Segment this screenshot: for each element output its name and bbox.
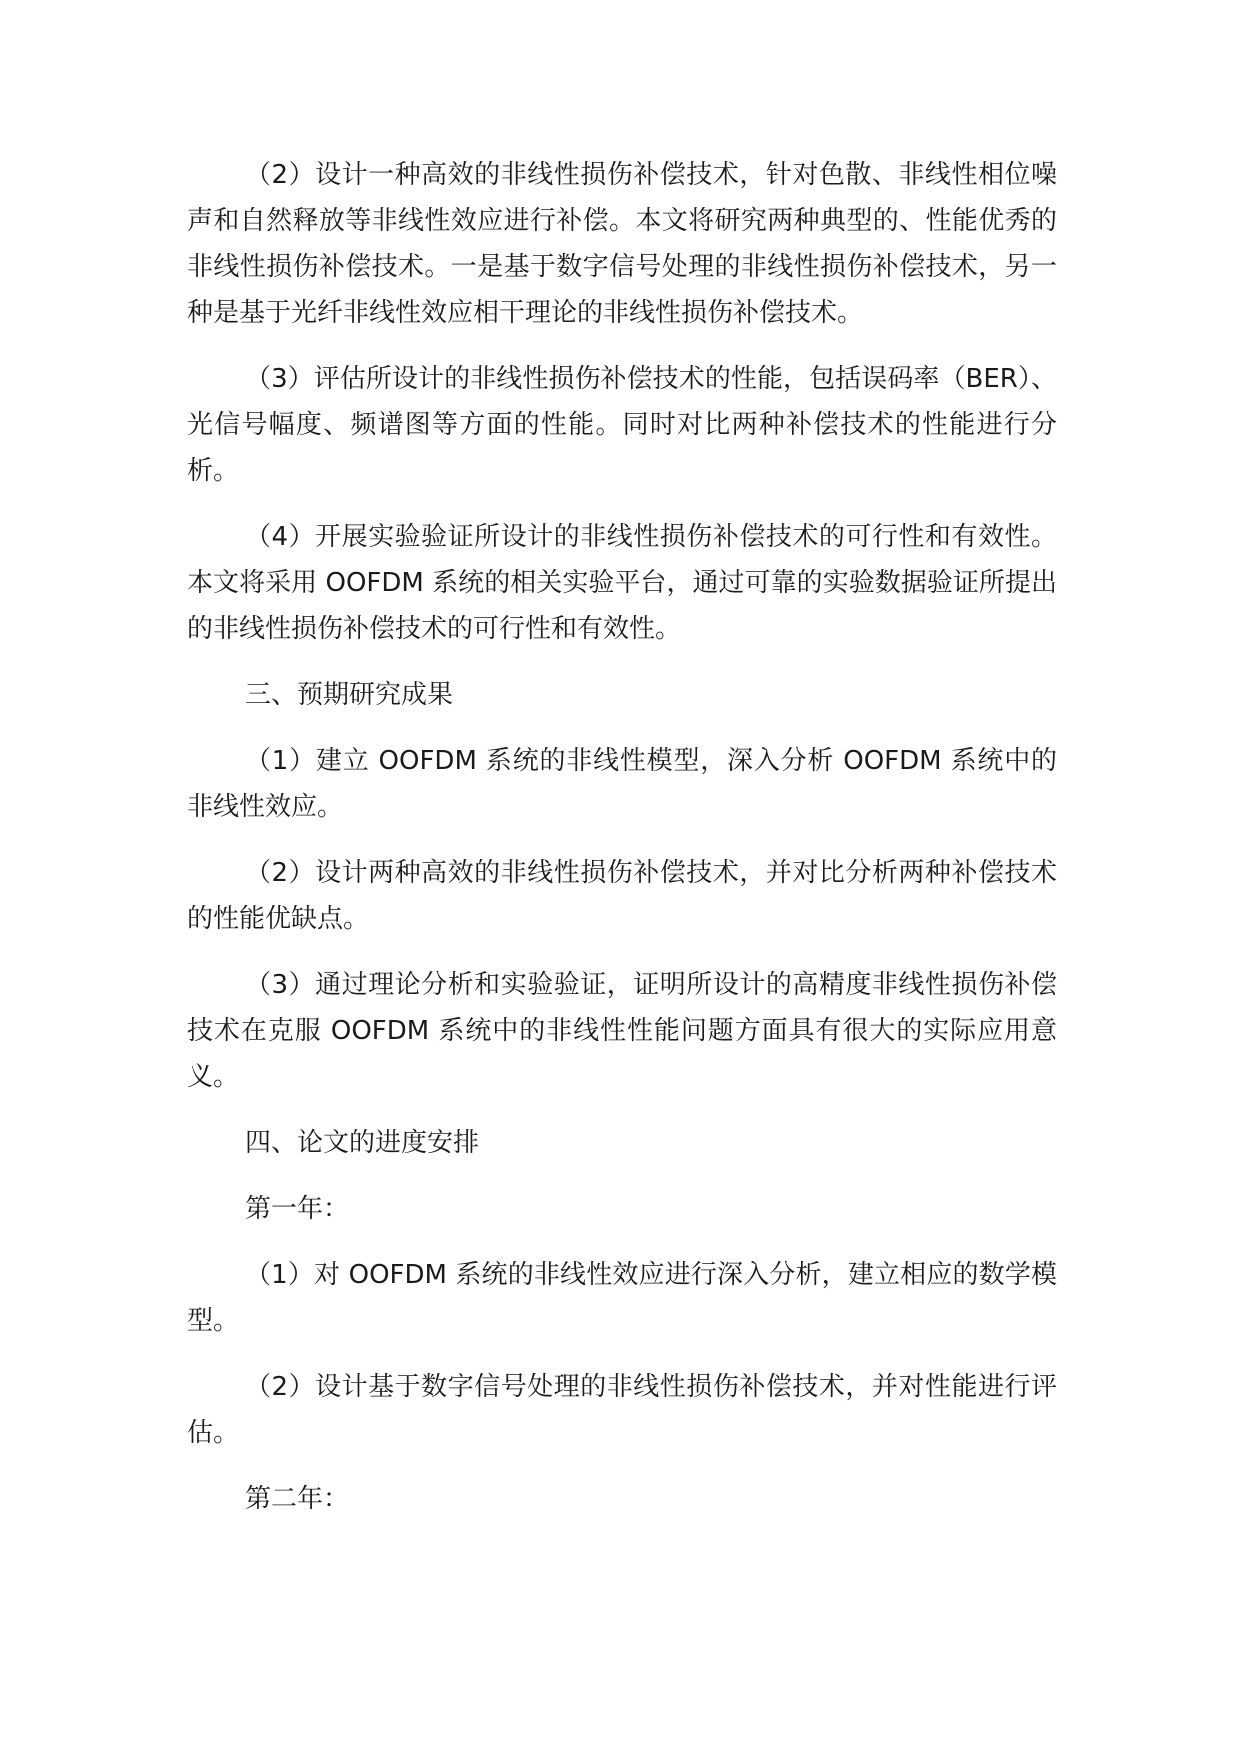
paragraph-year-one-task-1: （1）对 OOFDM 系统的非线性效应进行深入分析，建立相应的数学模型。 [187,1260,1057,1336]
paragraph-year-one-task-2: （2）设计基于数字信号处理的非线性损伤补偿技术，并对性能进行评估。 [187,1372,1057,1448]
document-body [187,152,1057,1542]
schedule-year-one-label: 第一年： [245,1194,350,1224]
paragraph-performance-evaluation: （3）评估所设计的非线性损伤补偿技术的性能，包括误码率（BER）、光信号幅度、频谱图等方面的性能。同时对比两种补偿技术的性能进行分析。 [187,364,1057,486]
paragraph-result-techniques: （2）设计两种高效的非线性损伤补偿技术，并对比分析两种补偿技术的性能优缺点。 [187,858,1057,934]
section-heading-schedule: 四、论文的进度安排 [245,1128,480,1158]
paragraph-result-significance: （3）通过理论分析和实验验证，证明所设计的高精度非线性损伤补偿技术在克服 OOFDM 系统中的非线性性能问题方面具有很大的实际应用意义。 [187,970,1057,1092]
schedule-year-two-label: 第二年： [245,1484,350,1514]
paragraph-compensation-design: （2）设计一种高效的非线性损伤补偿技术，针对色散、非线性相位噪声和自然释放等非线性效应进行补偿。本文将研究两种典型的、性能优秀的非线性损伤补偿技术。一是基于数字信号处理的非线性损伤补偿技术，另一种是基于光纤非线性效应相干理论的非线性损伤补偿技术。 [187,160,1057,328]
section-heading-expected-results: 三、预期研究成果 [245,680,454,710]
paragraph-experiment-validation: （4）开展实验验证所设计的非线性损伤补偿技术的可行性和有效性。本文将采用 OOFDM 系统的相关实验平台，通过可靠的实验数据验证所提出的非线性损伤补偿技术的可行性和有效性。 [187,522,1057,644]
paragraph-result-model: （1）建立 OOFDM 系统的非线性模型，深入分析 OOFDM 系统中的非线性效应。 [187,746,1057,822]
